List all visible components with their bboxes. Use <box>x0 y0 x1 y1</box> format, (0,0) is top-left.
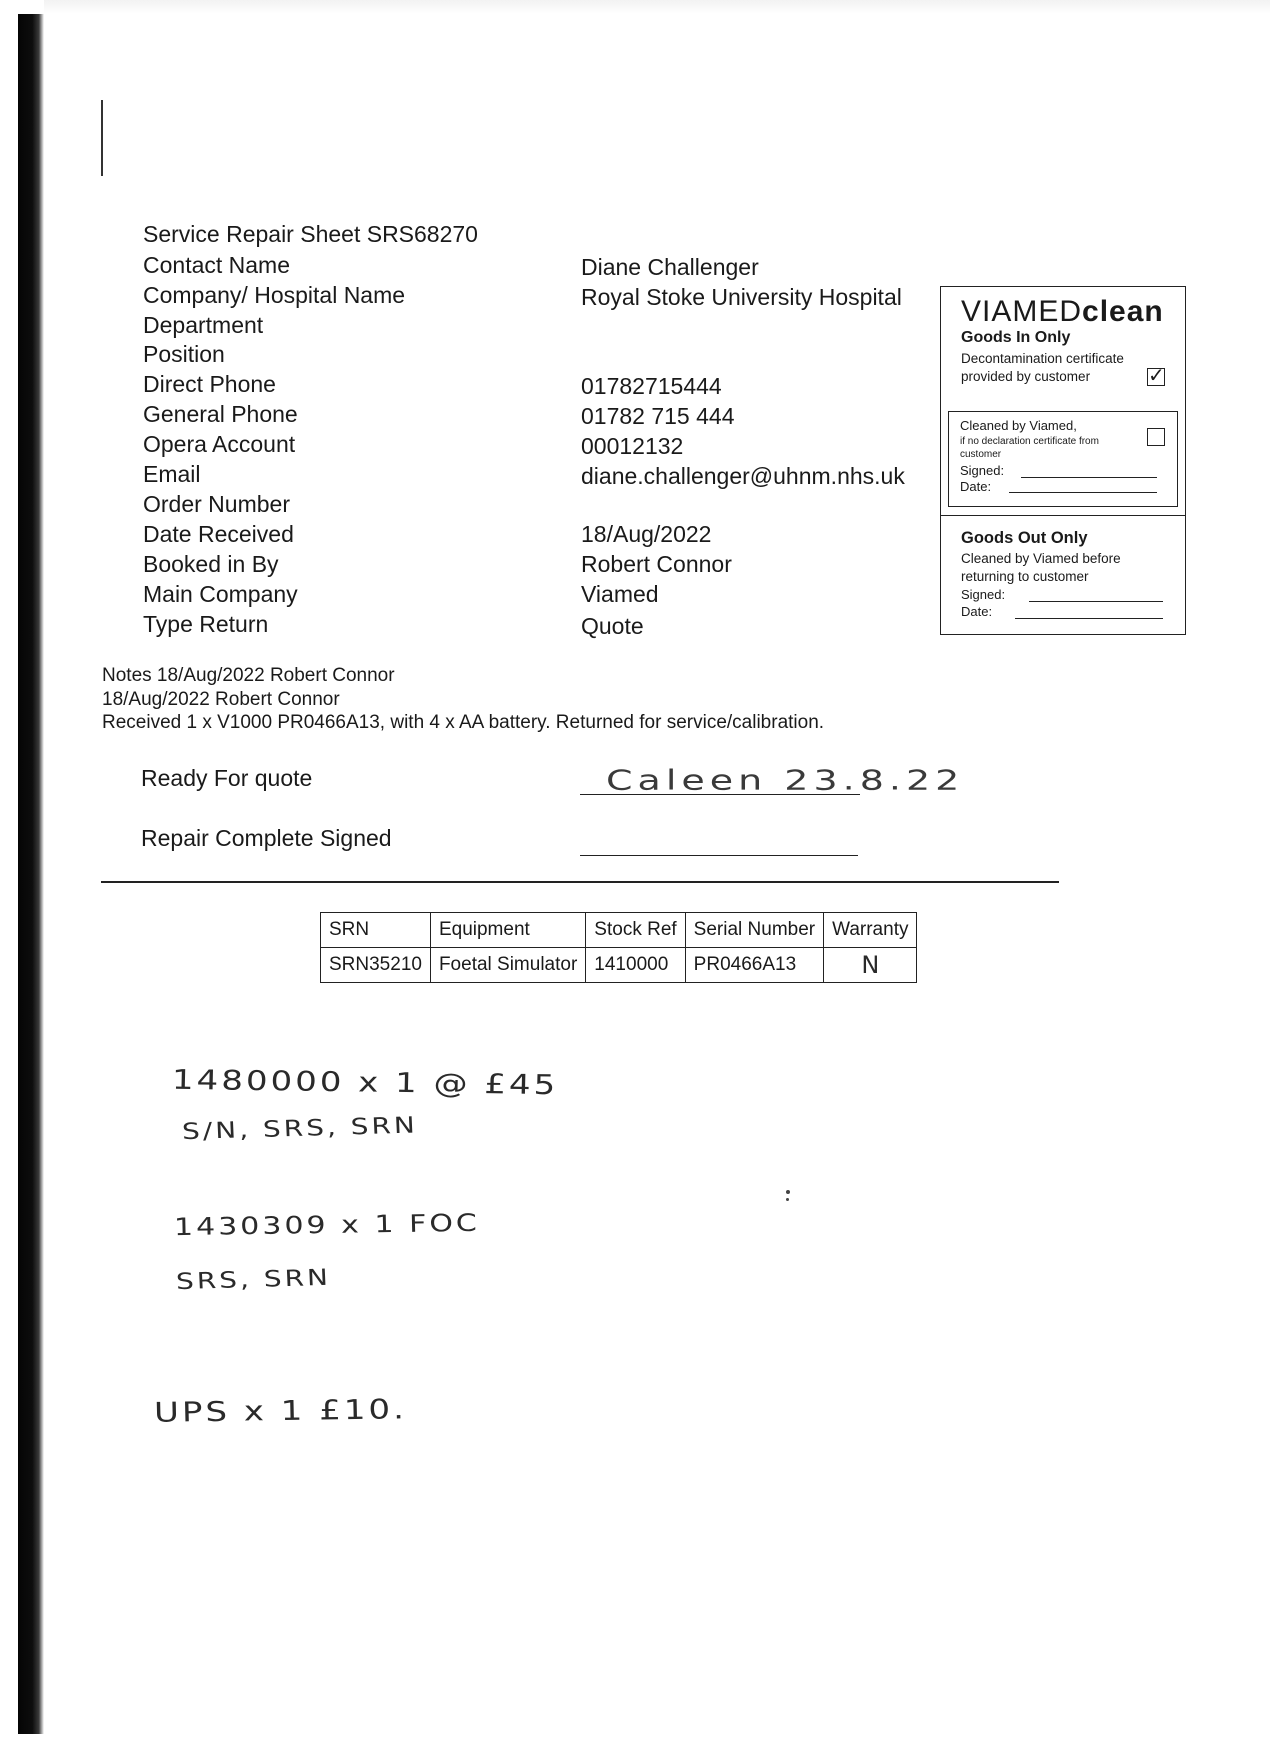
field-label: Order Number <box>143 491 290 517</box>
field-email <box>143 459 933 489</box>
handwritten-note-line: SRS, SRN <box>175 1263 332 1295</box>
table-header-row <box>321 913 917 948</box>
field-label: Type Return <box>143 611 269 637</box>
field-type-return <box>143 609 933 639</box>
table-header-cell: Warranty <box>824 913 917 948</box>
table-cell: N <box>824 948 917 983</box>
table-row <box>321 948 917 983</box>
sheet-title: Service Repair Sheet SRS68270 <box>143 221 478 247</box>
table-header-cell: Stock Ref <box>586 913 685 948</box>
field-opera-account <box>143 429 933 459</box>
stray-dot <box>786 1198 789 1201</box>
field-label: Direct Phone <box>143 371 276 397</box>
stray-pen-mark <box>101 100 103 176</box>
goods-in-heading: Goods In Only <box>961 329 1071 346</box>
field-label: Date Received <box>143 521 294 547</box>
field-label: Company/ Hospital Name <box>143 282 406 308</box>
notes-line: Received 1 x V1000 PR0466A13, with 4 x AA battery. Returned for service/calibration. <box>102 712 825 733</box>
notes <box>102 664 824 735</box>
field-value: Diane Challenger <box>581 254 759 280</box>
check-icon: ✓ <box>1148 365 1165 387</box>
field-value: 18/Aug/2022 <box>581 521 712 547</box>
field-value: 01782 715 444 <box>581 403 735 429</box>
cleaned-by-viamed-checkbox[interactable] <box>1147 428 1165 446</box>
field-position <box>143 339 933 369</box>
field-label: Booked in By <box>143 551 279 577</box>
field-date-received <box>143 519 933 549</box>
field-label: General Phone <box>143 401 298 427</box>
scan-top-shade <box>44 0 1270 14</box>
field-value: 01782715444 <box>581 373 722 399</box>
field-company <box>143 280 933 310</box>
field-value: Robert Connor <box>581 551 732 577</box>
table-cell: SRN35210 <box>321 948 431 983</box>
notes-line: Notes 18/Aug/2022 Robert Connor <box>102 665 395 686</box>
ready-signature-line <box>580 794 860 795</box>
table-header-cell: SRN <box>321 913 431 948</box>
handwritten-note-line: 1480000 x 1 @ £45 <box>171 1064 559 1102</box>
goods-divider <box>941 515 1185 516</box>
cleaned-by-viamed-text: Cleaned by Viamed, <box>960 418 1077 433</box>
field-label: Opera Account <box>143 431 296 457</box>
field-label: Main Company <box>143 581 298 607</box>
field-value: 00012132 <box>581 433 684 459</box>
decontamination-text: Decontamination certificate provided by customer <box>961 351 1124 384</box>
goods-out-text: Cleaned by Viamed before returning to customer <box>961 551 1121 584</box>
date-line <box>1009 492 1157 493</box>
ready-signature: Caleen 23.8.22 <box>606 764 965 796</box>
cleaned-by-viamed-box <box>948 411 1178 507</box>
ready-for-quote-label: Ready For quote <box>141 765 313 791</box>
goods-out-signed-label: Signed: <box>961 587 1006 602</box>
table-header-cell: Serial Number <box>685 913 823 948</box>
field-contact-name <box>143 250 933 280</box>
field-general-phone <box>143 399 933 429</box>
signed-label: Signed: <box>960 463 1005 478</box>
table-cell: Foetal Simulator <box>430 948 585 983</box>
scan-edge-shadow <box>18 14 44 1734</box>
handwritten-note-line: S/N, SRS, SRN <box>181 1111 419 1145</box>
field-main-company <box>143 579 933 609</box>
no-declaration-text: if no declaration certificate from customer <box>960 436 1099 460</box>
table-cell: PR0466A13 <box>685 948 823 983</box>
field-value: diane.challenger@uhnm.nhs.uk <box>581 463 905 489</box>
field-label: Position <box>143 341 225 367</box>
table-header-cell: Equipment <box>430 913 585 948</box>
viamed-clean-logo: VIAMEDclean <box>961 295 1164 328</box>
date-label: Date: <box>960 479 992 494</box>
field-value: Royal Stoke University Hospital <box>581 284 902 310</box>
goods-out-heading: Goods Out Only <box>961 529 1088 547</box>
repair-signature-line <box>580 855 858 856</box>
field-value: Quote <box>581 613 644 639</box>
field-order-number <box>143 489 933 519</box>
handwritten-note-line: UPS x 1 £10. <box>153 1393 408 1429</box>
stray-dot <box>786 1190 790 1194</box>
field-label: Contact Name <box>143 252 291 278</box>
handwritten-note-line: 1430309 x 1 FOC <box>173 1209 481 1242</box>
notes-line: 18/Aug/2022 Robert Connor <box>102 688 340 710</box>
equipment-table <box>320 912 917 983</box>
goods-out-signed-line <box>1029 601 1163 602</box>
decontamination-checkbox[interactable] <box>1147 365 1165 387</box>
viamed-clean-box <box>940 286 1186 635</box>
goods-out-date-label: Date: <box>961 604 993 619</box>
field-label: Department <box>143 312 264 338</box>
field-booked-in-by <box>143 549 933 579</box>
table-cell: 1410000 <box>586 948 685 983</box>
repair-complete-label: Repair Complete Signed <box>141 825 392 851</box>
field-label: Email <box>143 461 201 487</box>
goods-out-date-line <box>1015 618 1163 619</box>
field-direct-phone <box>143 369 933 399</box>
field-value: Viamed <box>581 581 659 607</box>
section-divider <box>101 881 1059 883</box>
field-department <box>143 310 933 340</box>
